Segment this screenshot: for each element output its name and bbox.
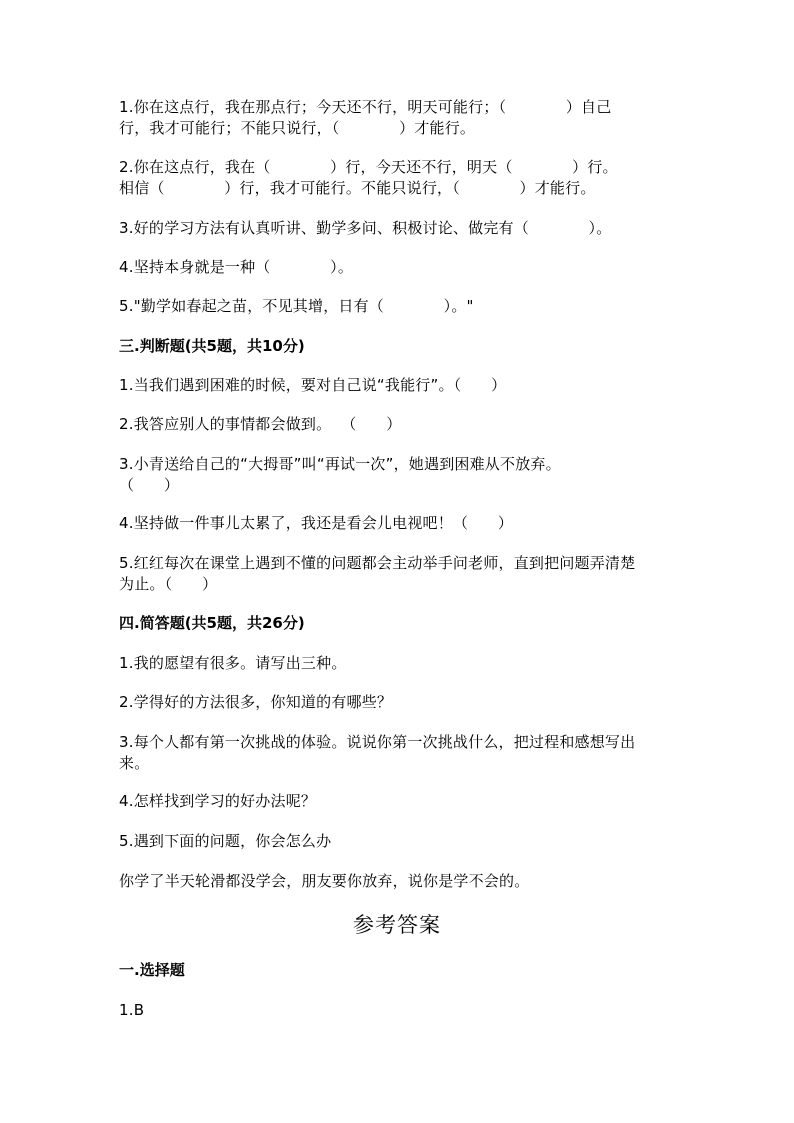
answers-title: 参考答案	[353, 913, 441, 937]
true-false-q5-line1: 5.红红每次在课堂上遇到不懂的问题都会主动举手问老师，直到把问题弄清楚	[119, 554, 636, 572]
fill-blank-q3: 3.好的学习方法有认真听讲、勤学多问、积极讨论、做完有（ ）。	[119, 219, 612, 237]
answer-1: 1.B	[119, 1001, 145, 1019]
true-false-q1: 1.当我们遇到困难的时候，要对自己说“我能行”。（ ）	[119, 376, 507, 394]
true-false-q4: 4.坚持做一件事儿太累了，我还是看会儿电视吧！（ ）	[119, 514, 514, 532]
short-answer-q2: 2.学得好的方法很多，你知道的有哪些？	[119, 693, 393, 711]
true-false-heading: 三.判断题(共5题，共10分)	[119, 337, 305, 355]
short-answer-q3-line1: 3.每个人都有第一次挑战的体验。说说你第一次挑战什么，把过程和感想写出	[119, 733, 636, 751]
short-answer-q4: 4.怎样找到学习的好办法呢？	[119, 792, 317, 810]
short-answer-q1: 1.我的愿望有很多。请写出三种。	[119, 654, 347, 672]
true-false-q3-line1: 3.小青送给自己的“大拇哥”叫“再试一次”，她遇到困难从不放弃。	[119, 455, 561, 473]
fill-blank-q2-line1: 2.你在这点行，我在（ ）行，今天还不行，明天（ ）行。	[119, 158, 618, 176]
fill-blank-q1-line2: 行，我才可能行；不能只说行，（ ）才能行。	[119, 119, 476, 137]
short-answer-q3-line2: 来。	[119, 754, 150, 772]
short-answer-heading: 四.简答题(共5题，共26分)	[119, 614, 305, 632]
short-answer-q5: 5.遇到下面的问题，你会怎么办	[119, 832, 332, 850]
true-false-q2: 2.我答应别人的事情都会做到。 （ ）	[119, 415, 402, 433]
fill-blank-q1-line1: 1.你在这点行，我在那点行；今天还不行，明天可能行；（ ）自己	[119, 98, 612, 116]
answers-section-heading: 一.选择题	[119, 961, 185, 979]
short-answer-q5-scenario: 你学了半天轮滑都没学会，朋友要你放弃，说你是学不会的。	[119, 872, 530, 890]
fill-blank-q4: 4.坚持本身就是一种（ ）。	[119, 258, 354, 276]
fill-blank-q2-line2: 相信（ ）行，我才可能行。不能只说行，（ ）才能行。	[119, 179, 596, 197]
true-false-q3-line2: （ ）	[119, 476, 180, 494]
true-false-q5-line2: 为止。（ ）	[119, 575, 218, 593]
fill-blank-q5: 5."勤学如春起之苗，不见其增，日有（ ）。"	[119, 297, 474, 315]
